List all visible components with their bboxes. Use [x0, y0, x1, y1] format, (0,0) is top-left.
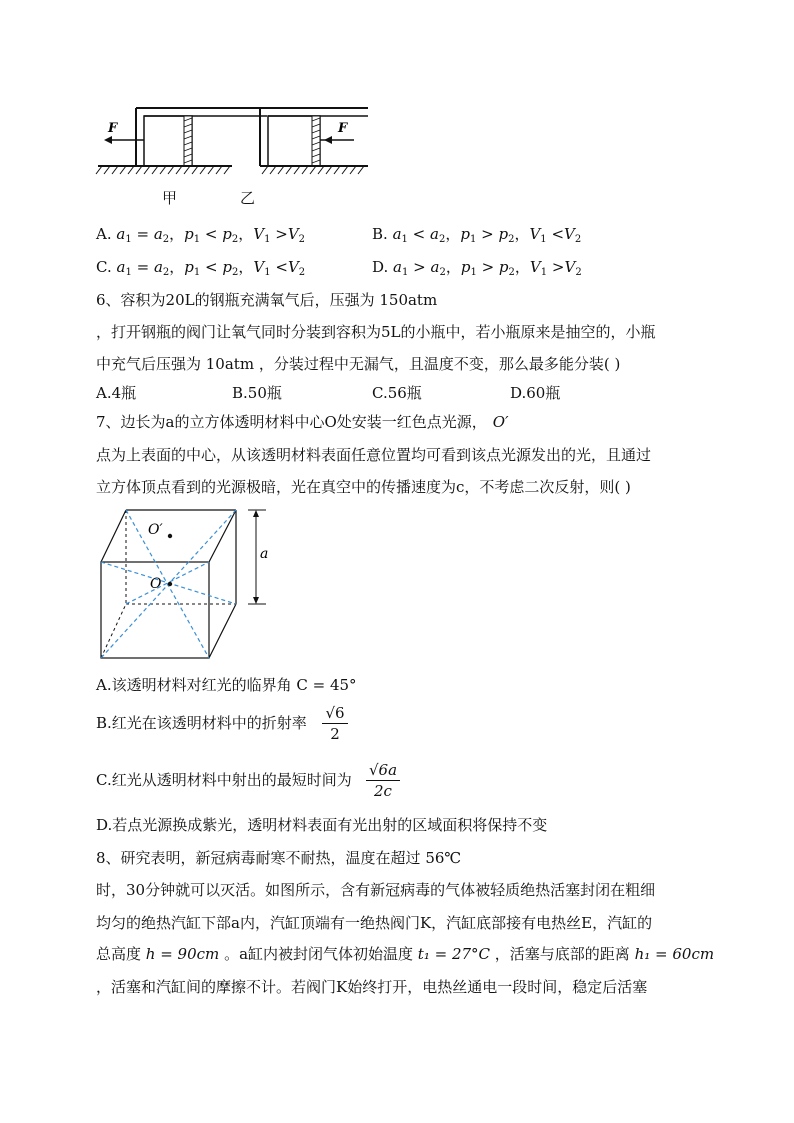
- cube-figure: [96, 504, 276, 662]
- label-a: a: [260, 546, 269, 562]
- q5-option-d: D. $a_1 > a_2$，$p_1 > p_2$，$V_1 >V_2$: [372, 258, 582, 278]
- q6-option-d: D.60瓶: [510, 384, 561, 402]
- force-label-left: F: [108, 121, 118, 136]
- q7-option-c: C.红光从透明材料中射出的最短时间为: [96, 771, 352, 789]
- q7-option-d: D.若点光源换成紫光，透明材料表面有光出射的区域面积将保持不变: [96, 816, 548, 834]
- q7-option-b-fraction: $\frac{√6}{2}$: [322, 703, 348, 744]
- q7-option-a: A.该透明材料对红光的临界角 C = 45°: [96, 676, 357, 694]
- q8-line-5: ，活塞和汽缸间的摩擦不计。若阀门K始终打开，电热丝通电一段时间，稳定后活塞: [96, 978, 648, 996]
- figure-label-jia: 甲: [162, 189, 178, 207]
- q6-option-b: B.50瓶: [232, 384, 282, 402]
- q5-option-c: C. $a_1 = a_2$，$p_1 < p_2$，$V_1 <V_2$: [96, 258, 306, 278]
- force-label-right: F: [338, 121, 348, 136]
- q5-option-b: B. $a_1 < a_2$，$p_1 > p_2$，$V_1 <V_2$: [372, 225, 582, 245]
- q7-option-b: B.红光在该透明材料中的折射率: [96, 714, 307, 732]
- q7-line-2: 点为上表面的中心，从该透明材料表面任意位置均可看到该点光源发出的光，且通过: [96, 446, 652, 464]
- figure-label-yi: 乙: [240, 189, 256, 207]
- q6-option-c: C.56瓶: [372, 384, 422, 402]
- q6-line-1: 6、容积为20L的钢瓶充满氧气后，压强为 150atm: [96, 291, 438, 309]
- q7-line-1: 7、边长为a的立方体透明材料中心O处安装一红色点光源， O′: [96, 413, 509, 431]
- q8-line-2: 时，30分钟就可以灭活。如图所示，含有新冠病毒的气体被轻质绝热活塞封闭在粗细: [96, 881, 656, 899]
- q7-line-3: 立方体顶点看到的光源极暗，光在真空中的传播速度为c，不考虑二次反射，则( ): [96, 478, 631, 496]
- q7-option-c-fraction: $\frac{√6a}{2c}$: [366, 760, 400, 801]
- label-o-prime: O′: [148, 522, 163, 538]
- label-o: O: [150, 576, 162, 592]
- q6-option-a: A.4瓶: [96, 384, 137, 402]
- q8-line-3: 均匀的绝热汽缸下部a内，汽缸顶端有一绝热阀门K，汽缸底部接有电热丝E，汽缸的: [96, 914, 653, 932]
- q8-line-1: 8、研究表明，新冠病毒耐寒不耐热，温度在超过 56℃: [96, 849, 462, 867]
- q6-line-3: 中充气后压强为 10atm ，分装过程中无漏气，且温度不变，那么最多能分装( ): [96, 355, 621, 373]
- piston-figure: [92, 96, 372, 186]
- q6-line-2: ，打开钢瓶的阀门让氧气同时分装到容积为5L的小瓶中，若小瓶原来是抽空的，小瓶: [96, 323, 656, 341]
- q5-option-a: A. $a_1 = a_2$，$p_1 < p_2$，$V_1 >V_2$: [96, 225, 306, 245]
- q8-line-4: 总高度 h = 90cm 。a缸内被封闭气体初始温度 t₁ = 27°C ，活塞与底部的距离 h₁ = 60cm: [96, 945, 715, 963]
